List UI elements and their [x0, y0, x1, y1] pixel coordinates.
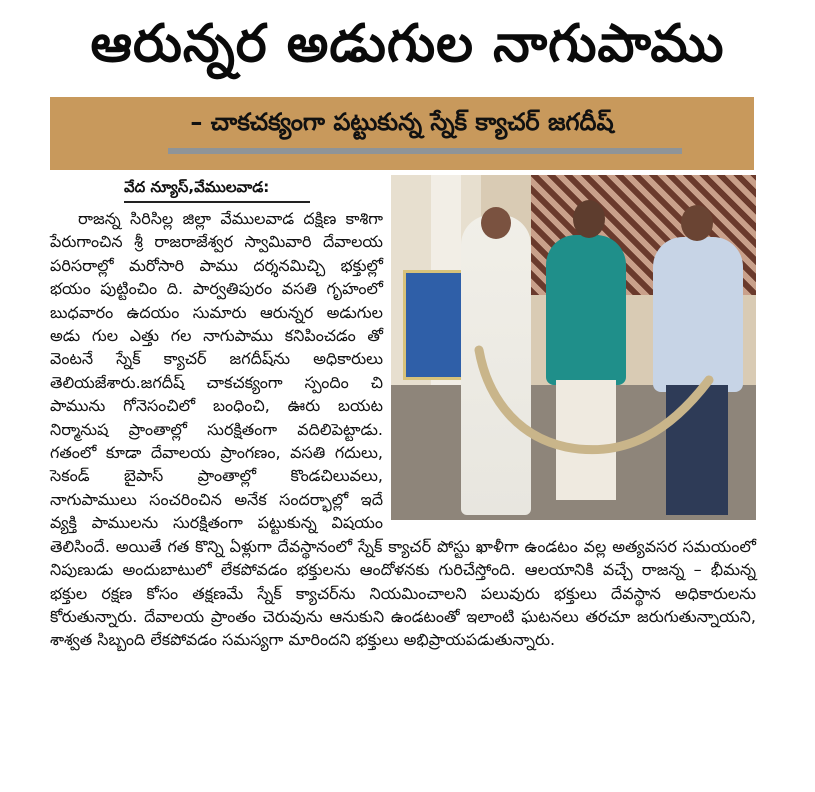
subheadline: – చాకచక్యంగా పట్టుకున్న స్నేక్ క్యాచర్ జగదీష్ — [190, 108, 614, 136]
subheadline-underline — [168, 148, 682, 154]
headline: ఆరున్నర అడుగుల నాగుపాము — [90, 14, 725, 74]
article — [50, 207, 756, 652]
photo-snake — [391, 175, 756, 520]
byline-underline — [124, 201, 310, 203]
news-photo — [391, 175, 756, 520]
subheadline-banner — [50, 97, 754, 170]
byline: వేద న్యూస్,వేములవాడ: — [124, 178, 270, 196]
article-body: రాజన్న సిరిసిల్ల జిల్లా వేములవాడ దక్షిణ కాశిగా పేరుగాంచిన శ్రీ రాజరాజేశ్వర స్వామివారి దేవాలయ పరిసరాల్లో మరోసారి పాము దర్శనమిచ్చి భక్తుల్లో భయం పుట్టించిం ది. పార్వతిపురం వసతి గృహంలో బుధవారం ఉదయం సుమారు ఆరున్నర అడుగుల అడు గుల ఎత్తు గల నాగుపాము కనిపించడం తో వెంటనే స్నేక్ క్యాచర్ జగదీష్‌ను అధికారులు తెలియజేశారు.జగదీష్ చాకచక్యంగా స్పందిం చి పామును గోనెసంచిలో బంధించి, ఊరు బయట నిర్మానుష ప్రాంతాల్లో సురక్షితంగా వదిలిపెట్టాడు. గతంలో కూడా దేవాలయ ప్రాంగణం, వసతి గదులు, సెకండ్ బైపాస్ ప్రాంతాల్లో కొండచిలువలు, నాగుపాములు సంచరించిన అనేక సందర్భాల్లో ఇదే వ్యక్తి పాములను సురక్షితంగా పట్టుకున్న విషయం తెలిసిందే. అయితే గత కొన్ని ఏళ్లుగా దేవస్థానంలో స్నేక్ క్యాచర్ పోస్టు ఖాళీగా ఉండటం వల్ల అత్యవసర సమయంలో నిపుణుడు అందుబాటులో లేకపోవడం భక్తులను ఆందోళనకు గురిచేస్తోంది. ఆలయానికి వచ్చే రాజన్న – భీమన్న భక్తుల రక్షణ కోసం తక్షణమే స్నేక్ క్యాచర్‌ను నియమించాలని పలువురు భక్తులు దేవస్థాన అధికారులను కోరుతున్నారు. దేవాలయ ప్రాంతం చెరువును ఆనుకుని ఉండటంతో ఇలాంటి ఘటనలు తరచూ జరుగుతున్నాయని, శాశ్వత సిబ్బంది లేకపోవడం సమస్యగా మారిందని భక్తులు అభిప్రాయపడుతున్నారు. — [50, 209, 756, 650]
